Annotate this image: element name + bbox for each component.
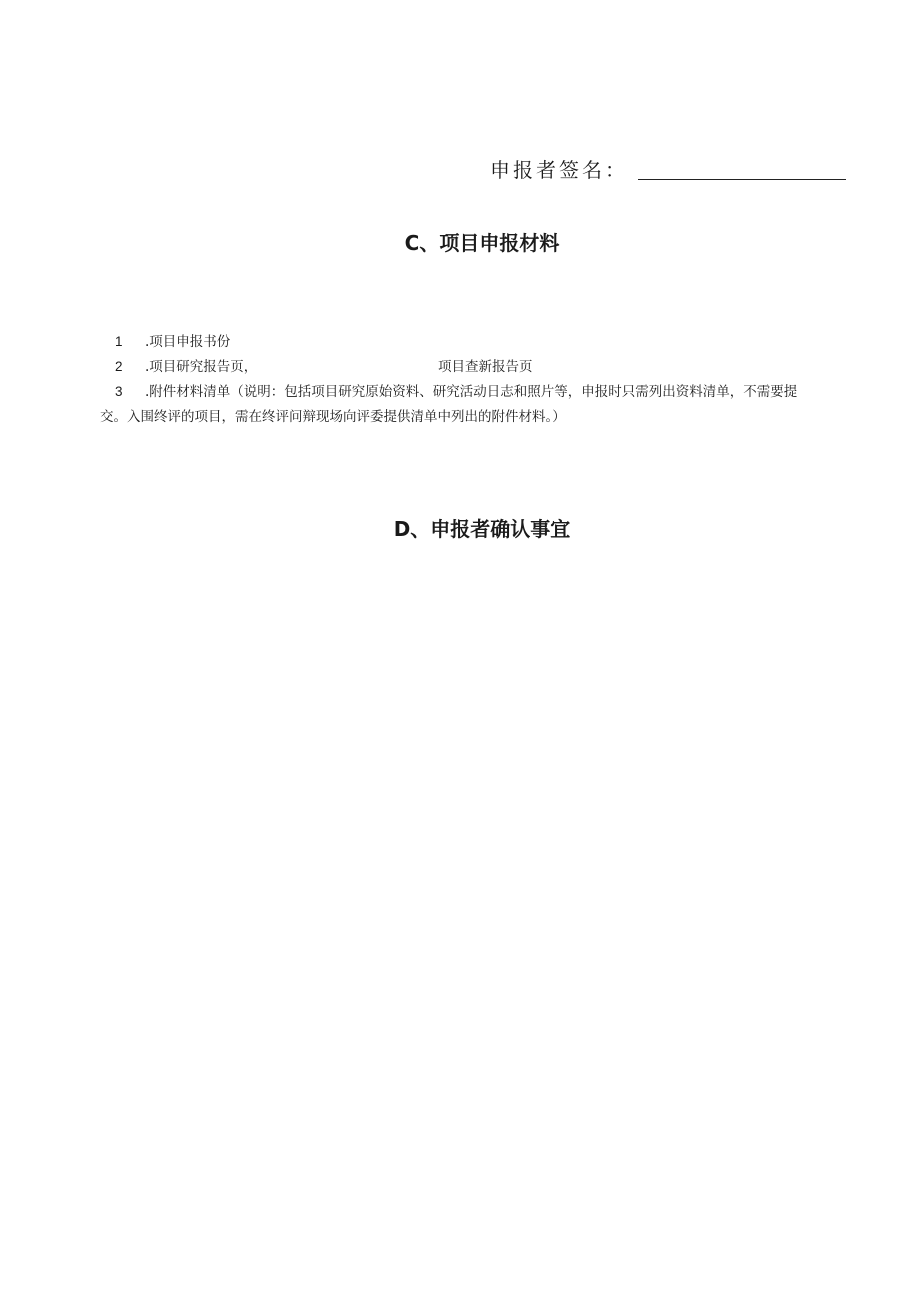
list-item-3: [115, 382, 797, 402]
list-item-number: 2: [115, 359, 123, 374]
section-c-title: C、项目申报材料: [404, 231, 560, 255]
list-item-text: .项目申报书份: [145, 334, 231, 350]
signature-row: [490, 154, 846, 184]
list-item-text: .项目研究报告页，: [145, 359, 258, 375]
section-d-title: D、申报者确认事宜: [393, 517, 571, 541]
list-item-2: [115, 357, 257, 377]
signature-line[interactable]: [638, 155, 846, 180]
list-item-3-continuation: 交。入围终评的项目，需在终评问辩现场向评委提供清单中列出的附件材料。）: [100, 409, 566, 425]
list-item-text: .附件材料清单（说明：包括项目研究原始资料、研究活动日志和照片等，申报时只需列出资料清单，不需要提: [145, 384, 798, 400]
list-item-1: [115, 332, 230, 352]
list-item-2-extra: 项目查新报告页: [438, 359, 533, 375]
signature-label: 申报者签名：: [490, 158, 628, 182]
list-item-number: 3: [115, 384, 123, 399]
list-item-number: 1: [115, 334, 123, 349]
